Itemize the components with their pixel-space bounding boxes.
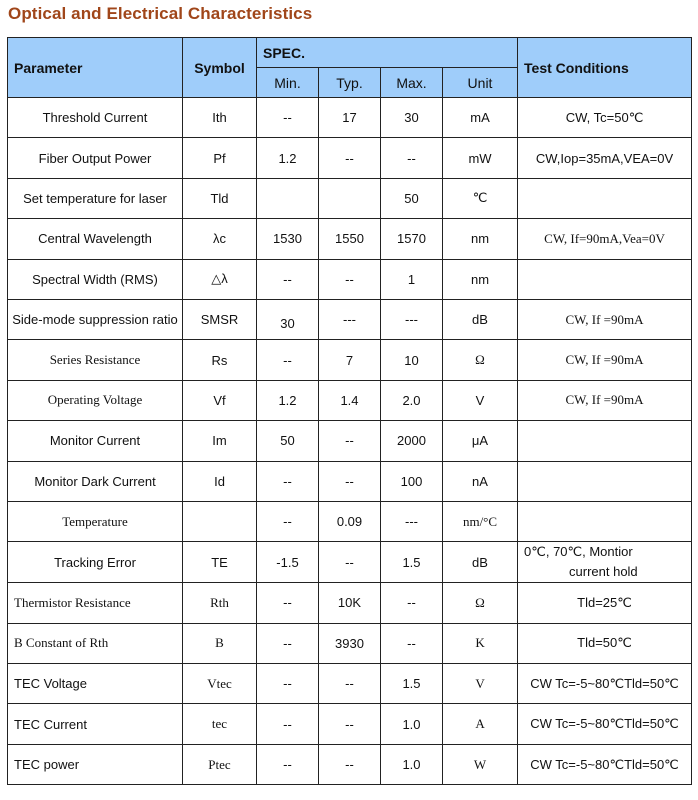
cell-symbol: Rs [183,340,257,380]
cell-max: 1.0 [381,704,443,744]
table-row [8,219,692,259]
cell-conditions: Tld=25℃ [518,583,692,623]
cell-max: -- [381,583,443,623]
cell-typ: 17 [319,98,381,138]
cell-unit: V [443,380,518,420]
cell-parameter: Fiber Output Power [8,138,183,178]
cell-unit: A [443,704,518,744]
cell-parameter: Threshold Current [8,98,183,138]
table-row [8,623,692,663]
cell-unit: nm/°C [443,501,518,541]
cell-max: 100 [381,461,443,501]
cell-symbol: Vf [183,380,257,420]
cell-unit: nm [443,219,518,259]
table-row [8,380,692,420]
table-row [8,744,692,784]
cell-typ: 1550 [319,219,381,259]
table-row [8,542,692,583]
cell-symbol: TE [183,542,257,583]
cell-typ: 1.4 [319,380,381,420]
cell-min: -- [257,744,319,784]
cell-parameter: Tracking Error [8,542,183,583]
cell-max: 1.5 [381,542,443,583]
cell-conditions [518,501,692,541]
table-row [8,583,692,623]
cell-min: 1.2 [257,138,319,178]
cell-conditions: CW Tc=-5~80℃Tld=50℃ [518,704,692,744]
cell-parameter: Operating Voltage [8,380,183,420]
cell-typ: -- [319,461,381,501]
cell-min: 50 [257,421,319,461]
cell-min-value: 30 [280,316,295,332]
cell-typ: 3930 [319,623,381,663]
cell-symbol: Rth [183,583,257,623]
header-unit: Unit [443,68,518,98]
header-symbol: Symbol [183,38,257,98]
cell-conditions [518,259,692,299]
cell-max: 1 [381,259,443,299]
cell-max: 30 [381,98,443,138]
cell-parameter: Thermistor Resistance [8,583,183,623]
cell-symbol: △λ [183,259,257,299]
cell-symbol: B [183,623,257,663]
cell-symbol: Pf [183,138,257,178]
cell-conditions: CW, If=90mA,Vea=0V [518,219,692,259]
cell-conditions [518,461,692,501]
cell-unit: V [443,664,518,704]
cell-conditions: Tld=50℃ [518,623,692,663]
cell-typ: 0.09 [319,501,381,541]
cell-unit: K [443,623,518,663]
cell-symbol: Im [183,421,257,461]
cell-min: -- [257,340,319,380]
table-row [8,138,692,178]
cell-symbol: SMSR [183,299,257,339]
cell-parameter: TEC Voltage [8,664,183,704]
cell-unit: W [443,744,518,784]
cell-conditions: CW Tc=-5~80℃Tld=50℃ [518,744,692,784]
cell-parameter: TEC power [8,744,183,784]
cell-min: -- [257,501,319,541]
cell-parameter: Monitor Current [8,421,183,461]
table-row [8,299,692,339]
cell-symbol: Id [183,461,257,501]
cell-parameter: Monitor Dark Current [8,461,183,501]
cell-conditions: CW, If =90mA [518,340,692,380]
cell-symbol: Tld [183,178,257,218]
cell-min: -- [257,704,319,744]
table-row [8,178,692,218]
cell-max: 2.0 [381,380,443,420]
cell-typ: 7 [319,340,381,380]
cell-unit: nm [443,259,518,299]
conditions-line-1: 0℃, 70℃, Montior [524,544,633,560]
cell-symbol: λc [183,219,257,259]
cell-min [257,299,319,339]
cell-conditions: CW, If =90mA [518,380,692,420]
cell-min: -- [257,664,319,704]
table-row [8,259,692,299]
cell-parameter: Side-mode suppression ratio [8,299,183,339]
cell-min: 1.2 [257,380,319,420]
cell-unit: dB [443,299,518,339]
cell-unit: μA [443,421,518,461]
cell-min: -- [257,583,319,623]
cell-min: -- [257,461,319,501]
cell-unit: Ω [443,583,518,623]
cell-unit: ℃ [443,178,518,218]
cell-max: 1.5 [381,664,443,704]
table-row [8,664,692,704]
cell-max: 1.0 [381,744,443,784]
cell-symbol [183,501,257,541]
cell-parameter: Temperature [8,501,183,541]
cell-typ: -- [319,542,381,583]
header-parameter: Parameter [8,38,183,98]
cell-max: 50 [381,178,443,218]
cell-unit: mW [443,138,518,178]
cell-typ: -- [319,421,381,461]
header-test-conditions: Test Conditions [518,38,692,98]
cell-conditions [518,542,692,583]
cell-min [257,178,319,218]
header-max: Max. [381,68,443,98]
cell-typ: -- [319,138,381,178]
cell-unit: dB [443,542,518,583]
cell-typ: -- [319,704,381,744]
table-row [8,501,692,541]
table-row [8,704,692,744]
cell-min: 1530 [257,219,319,259]
cell-unit: nA [443,461,518,501]
cell-conditions: CW Tc=-5~80℃Tld=50℃ [518,664,692,704]
cell-unit: mA [443,98,518,138]
characteristics-table [7,37,692,785]
cell-typ: --- [319,299,381,339]
cell-typ [319,178,381,218]
cell-parameter: Central Wavelength [8,219,183,259]
cell-typ: -- [319,664,381,704]
table-row [8,421,692,461]
cell-unit: Ω [443,340,518,380]
cell-parameter: TEC Current [8,704,183,744]
cell-max: --- [381,299,443,339]
cell-conditions [518,421,692,461]
cell-max: -- [381,138,443,178]
header-min: Min. [257,68,319,98]
cell-max: 2000 [381,421,443,461]
table-row [8,461,692,501]
table-row [8,340,692,380]
cell-conditions: CW, Tc=50℃ [518,98,692,138]
cell-max: --- [381,501,443,541]
table-row [8,98,692,138]
header-row [8,38,692,68]
cell-symbol: Ith [183,98,257,138]
cell-min: -- [257,623,319,663]
cell-max: 1570 [381,219,443,259]
cell-min: -- [257,98,319,138]
conditions-line-2: current hold [569,564,638,580]
cell-conditions: CW, If =90mA [518,299,692,339]
cell-conditions: CW,Iop=35mA,VEA=0V [518,138,692,178]
cell-symbol: Ptec [183,744,257,784]
cell-parameter: Spectral Width (RMS) [8,259,183,299]
cell-min: -- [257,259,319,299]
cell-symbol: Vtec [183,664,257,704]
cell-max: 10 [381,340,443,380]
cell-min: -1.5 [257,542,319,583]
cell-max: -- [381,623,443,663]
header-spec: SPEC. [257,38,518,68]
cell-typ: -- [319,744,381,784]
cell-parameter: B Constant of Rth [8,623,183,663]
cell-conditions [518,178,692,218]
cell-typ: -- [319,259,381,299]
cell-symbol: tec [183,704,257,744]
cell-parameter: Set temperature for laser [8,178,183,218]
cell-parameter: Series Resistance [8,340,183,380]
page-title: Optical and Electrical Characteristics [8,4,313,23]
cell-typ: 10K [319,583,381,623]
header-typ: Typ. [319,68,381,98]
